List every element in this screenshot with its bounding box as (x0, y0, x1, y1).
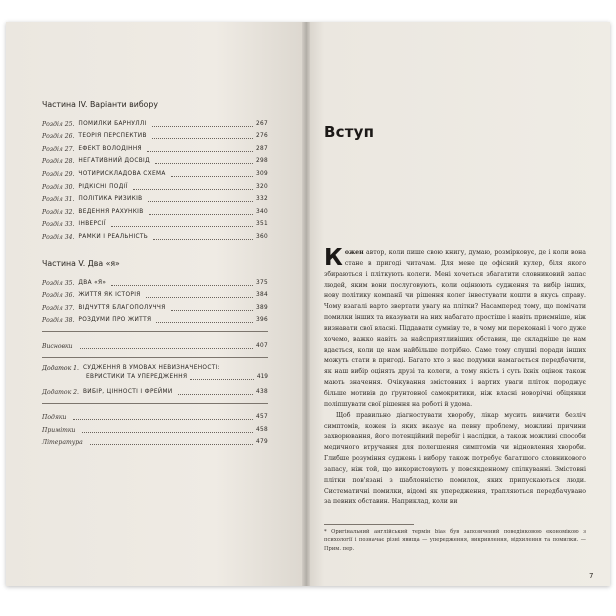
dot-leader (111, 226, 253, 227)
chapter-title: ДВА «Я» (78, 279, 107, 286)
toc-entry-conclusions: Висновки 407 (42, 342, 268, 350)
chapter-page: 276 (256, 133, 268, 140)
toc-entry (42, 140, 268, 153)
chapter-page: 396 (256, 317, 268, 324)
dot-leader (152, 126, 253, 127)
chapter-label: Розділ 33. (42, 221, 75, 229)
chapter-page: 309 (256, 170, 268, 177)
toc-entry-appendix-2: Додаток 2. ВИБІР, ЦІННОСТІ І ФРЕЙМИ 438 (42, 388, 268, 396)
dot-leader (111, 285, 253, 286)
dot-leader (156, 322, 253, 323)
dot-leader (149, 214, 253, 215)
toc-entry (42, 165, 268, 178)
chapter-page: 267 (256, 120, 268, 127)
chapter-page: 320 (256, 183, 268, 190)
divider (42, 357, 268, 358)
table-of-contents (42, 100, 268, 446)
dot-leader (153, 239, 253, 240)
paragraph-1 (324, 245, 586, 411)
chapter-title: ЕФЕКТ ВОЛОДІННЯ (78, 145, 142, 152)
chapter-label: Розділ 35. (42, 279, 75, 287)
book-gutter (302, 22, 310, 586)
toc-entry (42, 312, 268, 325)
chapter-title: ПОЛІТИКА РИЗИКІВ (78, 196, 143, 203)
chapter-heading: Вступ (324, 123, 375, 141)
paragraph-1-text: автор, коли пише свою книгу, думаю, розмірковує, де і коли вона стане в пригоді читачам. Для мене це офісний кулер, біля якого збираються і пліткують колеги. Мені хочеться збагатити словниковий запас людей, яким вони послуговують, коли оцінюють судження та вибір інших, нову політику компанії чи рішення колег інвестувати кошти в якусь справу. Чому взагалі варто звертати увагу на плітки? Насамперед тому, що помічати помилки інших та вказувати на них набагато простіше і навіть приємніше, ніж визнавати свої власні. Піддавати сумніву те, в чому ми переконані і чого дуже хочемо, важко навіть за найсприятливіших обставин, ще складніше це нам вдається, коли це нам найбільше потрібно. Саме тому слушні поради інших можуть стати в пригоді. Багато хто з нас подумки намагається передбачити, як наш вибір оцінять друзі та колеги, а тому якість і суть їхніх оцінок також мають значення. Очікування змістовних і вартих уваги пліток породжує більше мотивів до ґрунтовної самокритики, ніж власні новорічні обіцянки поліпшувати свої рішення на роботі й удома. (324, 249, 586, 408)
toc-entry-literature: Література 479 (42, 439, 268, 447)
chapter-label: Розділ 36. (42, 292, 75, 300)
toc-entry (42, 228, 268, 241)
chapter-title: ВЕДЕННЯ РАХУНКІВ (78, 208, 144, 215)
toc-entry (42, 153, 268, 166)
chapter-title: НЕГАТИВНИЙ ДОСВІД (78, 158, 150, 165)
toc-entry (42, 299, 268, 312)
dot-leader (147, 151, 253, 152)
chapter-label: Розділ 28. (42, 158, 75, 166)
chapter-page: 298 (256, 158, 268, 165)
chapter-page: 332 (256, 196, 268, 203)
chapter-page: 375 (256, 279, 268, 286)
divider (42, 403, 268, 404)
chapter-label: Розділ 30. (42, 183, 75, 191)
toc-entry-appendix-1: Додаток 1. СУДЖЕННЯ В УМОВАХ НЕВИЗНАЧЕНОСТІ: ЕВРИСТИКИ ТА УПЕРЕДЖЕННЯ 419 (42, 364, 268, 380)
chapter-label: Розділ 37. (42, 304, 75, 312)
divider (42, 331, 268, 332)
chapter-body (324, 245, 586, 508)
toc-entry (42, 178, 268, 191)
chapter-label: Розділ 25. (42, 120, 75, 128)
toc-entry-acknowledgments: Подяки 457 (42, 414, 268, 422)
paragraph-2: Щоб правильно діагностувати хворобу, лікар мусить вивчити безліч симптомів, кожен із яких вказує на певну проблему, можливі причини захворювання, його потенційний перебіг і наслідки, а також можливі способи медичного втручання для полегшення симптомів чи відновлення хвороби. Глибше розуміння суджень і вибору також потребує багатшого словникового запасу, ніж той, що використовують у повсякденному спілкуванні. Змістовні плітки пов'язані з шаблонністю помилок, яких припускаються люди. Систематичні помилки, відомі як упередження, трапляються передбачувано за певних обставин. Наприклад, коли ви (324, 411, 586, 506)
toc-entry (42, 115, 268, 128)
dot-leader (171, 310, 253, 311)
chapter-title: РАМКИ І РЕАЛЬНІСТЬ (78, 233, 149, 240)
toc-entry (42, 216, 268, 229)
toc-entry-notes: Примітки 458 (42, 426, 268, 434)
chapter-title: РІДКІСНІ ПОДІЇ (78, 183, 128, 190)
toc-entry (42, 128, 268, 141)
toc-entry (42, 191, 268, 204)
part-4-entries (42, 115, 268, 241)
chapter-label: Розділ 31. (42, 196, 75, 204)
chapter-label: Розділ 26. (42, 133, 75, 141)
right-page (306, 22, 610, 586)
chapter-label: Розділ 27. (42, 145, 75, 153)
chapter-label: Розділ 29. (42, 170, 75, 178)
dot-leader (148, 201, 254, 202)
part-4-title: Частина IV. Варіанти вибору (42, 100, 158, 109)
toc-entry (42, 287, 268, 300)
chapter-page: 384 (256, 292, 268, 299)
part-5-entries (42, 274, 268, 324)
left-page (6, 22, 306, 586)
chapter-title: ТЕОРІЯ ПЕРСПЕКТИВ (78, 133, 147, 140)
chapter-title: ІНВЕРСІЇ (78, 221, 106, 228)
chapter-title: РОЗДУМИ ПРО ЖИТТЯ (78, 317, 152, 324)
chapter-title: ПОМИЛКИ БАРНУЛЛІ (78, 120, 147, 127)
footnote: * Оригінальний англійський термін bias був запозичений поведінковою економікою з психології і позначає різні явища — упередження, викривлення, відхилення та помилки. — Прим. пер. (324, 529, 586, 552)
dot-leader (146, 297, 253, 298)
toc-entry (42, 203, 268, 216)
dot-leader (155, 163, 253, 164)
dot-leader (171, 176, 253, 177)
toc-entry (42, 274, 268, 287)
chapter-page: 351 (256, 221, 268, 228)
chapter-title: ЖИТТЯ ЯК ІСТОРІЯ (78, 292, 141, 299)
drop-cap: К (324, 245, 343, 271)
part-5-title: Частина V. Два «я» (42, 258, 120, 268)
chapter-title: ЧОТИРИСКЛАДОВА СХЕМА (78, 170, 166, 177)
chapter-page: 287 (256, 145, 268, 152)
page-number: 7 (589, 572, 594, 580)
chapter-title: ВІДЧУТТЯ БЛАГОПОЛУЧЧЯ (78, 304, 166, 311)
chapter-page: 389 (256, 304, 268, 311)
chapter-label: Розділ 38. (42, 317, 75, 325)
footnote-divider (324, 524, 414, 525)
lead-word: ожен (344, 249, 364, 256)
dot-leader (133, 189, 253, 190)
chapter-label: Розділ 32. (42, 208, 75, 216)
chapter-page: 360 (256, 233, 268, 240)
chapter-page: 340 (256, 208, 268, 215)
dot-leader (152, 138, 253, 139)
chapter-label: Розділ 34. (42, 233, 75, 241)
book-spread (6, 22, 610, 586)
